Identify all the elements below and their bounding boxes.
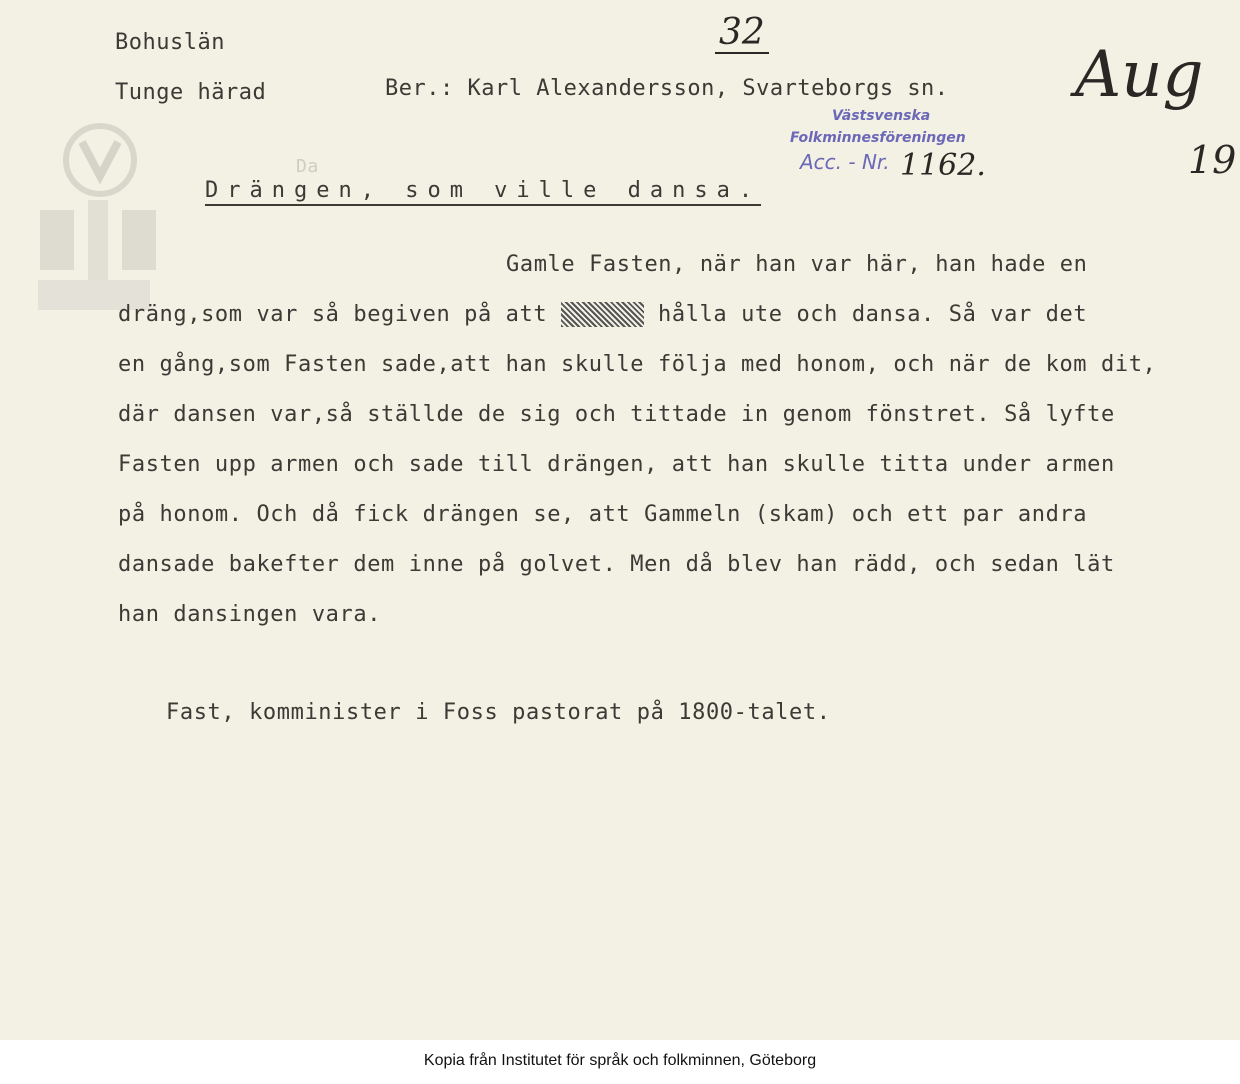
stamp-line2: Folkminnesföreningen xyxy=(790,130,966,146)
body-line-2: dräng,som var så begiven på att hålla ute och dansa. Så var det xyxy=(118,302,1088,327)
watermark-logo-icon xyxy=(30,120,160,320)
district-label: Tunge härad xyxy=(115,80,267,105)
stamp-acc-number: 1162. xyxy=(900,148,986,183)
faded-mark: Da xyxy=(296,156,319,177)
handwritten-year: 19 xyxy=(1188,138,1237,182)
body-line-3: en gång,som Fasten sade,att han skulle följa med honom, och när de kom dit, xyxy=(118,352,1157,377)
footnote: Fast, komminister i Foss pastorat på 1800-talet. xyxy=(166,700,831,725)
document-title: Drängen, som ville dansa. xyxy=(205,178,761,206)
body-line-7: dansade bakefter dem inne på golvet. Men då blev han rädd, och sedan lät xyxy=(118,552,1115,577)
informant-label: Ber.: Karl Alexandersson, Svarteborgs sn. xyxy=(385,76,949,101)
page-number: 32 xyxy=(715,14,769,54)
footer-credit: Kopia från Institutet för språk och folkminnen, Göteborg xyxy=(423,1052,817,1069)
stamp-line1: Västsvenska xyxy=(832,108,931,124)
body-line-1: Gamle Fasten, när han var här, han hade en xyxy=(506,252,1088,277)
stamp-acc-label: Acc. - Nr. xyxy=(800,150,890,174)
body-line-6: på honom. Och då fick drängen se, att Gammeln (skam) och ett par andra xyxy=(118,502,1088,527)
body-line-4: där dansen var,så ställde de sig och tittade in genom fönstret. Så lyfte xyxy=(118,402,1115,427)
province-label: Bohuslän xyxy=(115,30,225,55)
body-line-8: han dansingen vara. xyxy=(118,602,382,627)
struck-word xyxy=(561,302,644,327)
handwritten-note: Aug xyxy=(1075,38,1204,112)
body-line-5: Fasten upp armen och sade till drängen, att han skulle titta under armen xyxy=(118,452,1115,477)
